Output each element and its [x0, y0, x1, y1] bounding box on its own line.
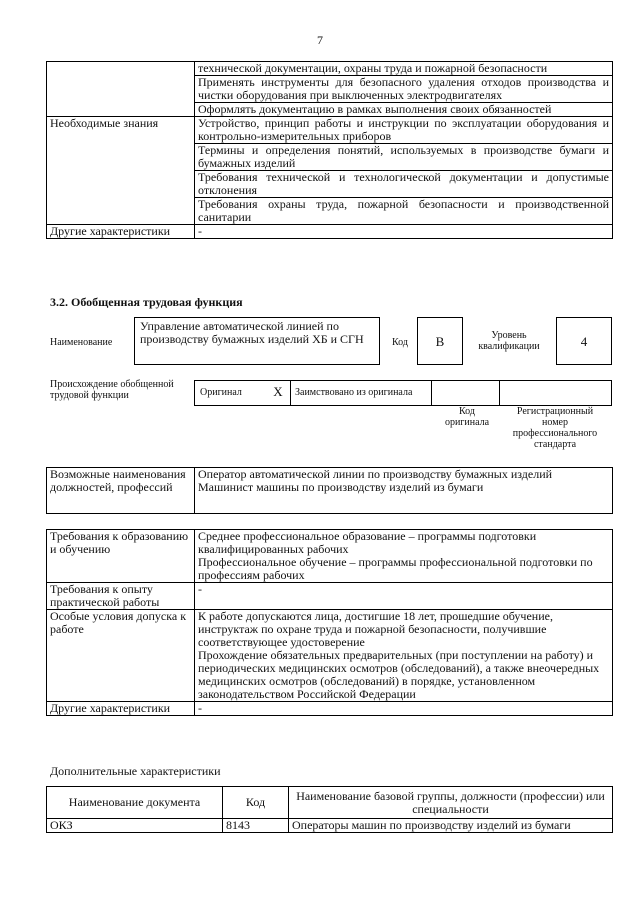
education-line: Среднее профессиональное образование – программы подготовки квалифицированных рабочих: [198, 529, 537, 556]
other-characteristics-label: Другие характеристики: [47, 225, 195, 239]
name-label: Наименование: [50, 337, 113, 348]
original-label: Оригинал: [200, 387, 242, 398]
header-group: Наименование базовой группы, должности (профессии) или специальности: [289, 787, 613, 819]
code-original-caption: Код оригинала: [444, 406, 490, 428]
page-number: 7: [317, 33, 323, 47]
divider: [499, 380, 500, 406]
row-code: 8143: [223, 819, 289, 833]
profession-name: Оператор автоматической линии по производству бумажных изделий: [198, 467, 553, 481]
qualification-level: 4: [556, 317, 612, 365]
divider: [290, 380, 291, 406]
experience-label: Требования к опыту практической работы: [47, 583, 195, 610]
skill-line: Применять инструменты для безопасного удаления отходов производства и чистки оборудования при выключенных электродвигателях: [195, 76, 613, 103]
knowledge-label: Необходимые знания: [47, 117, 195, 225]
origin-label: Происхождение обобщенной трудовой функции: [50, 379, 174, 401]
knowledge-line: Требования охраны труда, пожарной безопасности и производственной санитарии: [195, 198, 613, 225]
profession-name: Машинист машины по производству изделий из бумаги: [198, 480, 484, 494]
skill-line: Оформлять документацию в рамках выполнения своих обязанностей: [195, 103, 613, 117]
additional-title: Дополнительные характеристики: [50, 764, 221, 778]
knowledge-line: Термины и определения понятий, используемых в производстве бумаги и бумажных изделий: [195, 144, 613, 171]
function-name: Управление автоматической линией по производству бумажных изделий ХБ и СГН: [134, 317, 380, 365]
admission-line: К работе допускаются лица, достигшие 18 лет, прошедшие обучение, инструктаж по охране труда и пожарной безопасности, получившие соответствующее удостоверение: [198, 609, 553, 649]
possible-names-table: [46, 467, 613, 514]
row-document: ОКЗ: [47, 819, 223, 833]
header-code: Код: [223, 787, 289, 819]
admission-label: Особые условия допуска к работе: [47, 610, 195, 702]
code-label: Код: [392, 337, 408, 348]
section-heading: 3.2. Обобщенная трудовая функция: [50, 295, 243, 309]
borrowed-label: Заимствовано из оригинала: [295, 387, 413, 398]
additional-table: [46, 786, 613, 833]
skill-line: технической документации, охраны труда и пожарной безопасности: [195, 62, 613, 76]
requirements-table: [46, 529, 613, 716]
table-label-empty: [47, 62, 195, 117]
other-label: Другие характеристики: [47, 702, 195, 716]
divider: [431, 380, 432, 406]
header-document: Наименование документа: [47, 787, 223, 819]
row-group: Операторы машин по производству изделий из бумаги: [289, 819, 613, 833]
possible-names-label: Возможные наименования должностей, профессий: [47, 468, 195, 514]
original-mark: X: [273, 384, 283, 399]
admission-line: Прохождение обязательных предварительных (при поступлении на работу) и периодических медицинских осмотров (обследований), а также внеочередных медицинских осмотров (обследований) в порядке, установленном законодательством Российской Федерации: [198, 648, 600, 701]
other-characteristics-value: -: [195, 225, 613, 239]
education-values: [195, 530, 613, 583]
admission-values: [195, 610, 613, 702]
skills-knowledge-table: [46, 61, 613, 239]
education-label: Требования к образованию и обучению: [47, 530, 195, 583]
possible-names-values: [195, 468, 613, 514]
other-value: -: [195, 702, 613, 716]
education-line: Профессиональное обучение – программы профессиональной подготовки по профессиям рабочих: [198, 555, 593, 582]
knowledge-line: Устройство, принцип работы и инструкции по эксплуатации оборудования и контрольно-измерительных приборов: [195, 117, 613, 144]
function-code: B: [417, 317, 463, 365]
knowledge-line: Требования технической и технологической документации и допустимые отклонения: [195, 171, 613, 198]
reg-number-caption: Регистрационный номер профессионального стандарта: [512, 406, 598, 450]
experience-value: -: [195, 583, 613, 610]
level-label: Уровень квалификации: [478, 330, 540, 352]
